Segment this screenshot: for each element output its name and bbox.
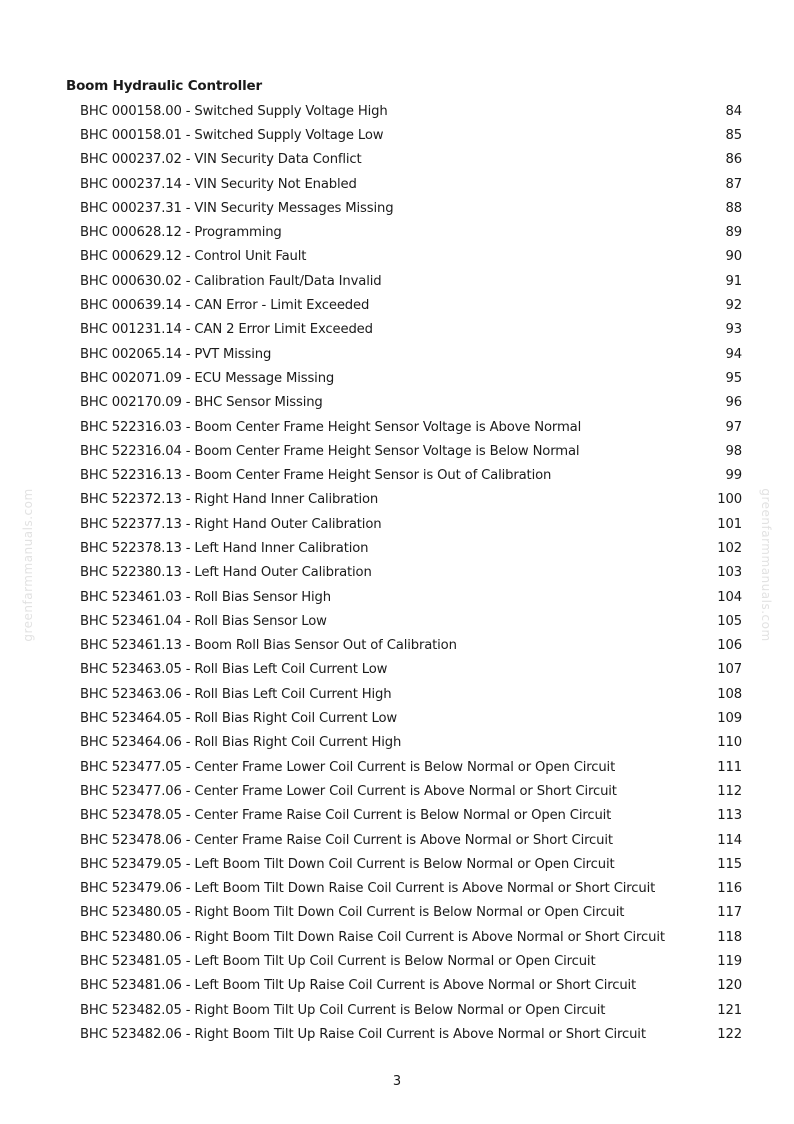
toc-entry-page: 95 bbox=[725, 370, 742, 386]
toc-entry-title: BHC 522372.13 - Right Hand Inner Calibration bbox=[80, 492, 379, 508]
toc-entry[interactable] bbox=[80, 828, 742, 852]
toc-entry-title: BHC 002170.09 - BHC Sensor Missing bbox=[80, 395, 323, 411]
watermark-right: greenfarmmanuals.com bbox=[759, 488, 773, 642]
toc-entry[interactable] bbox=[80, 196, 742, 220]
toc-entry[interactable] bbox=[80, 269, 742, 293]
toc-entry-title: BHC 000158.00 - Switched Supply Voltage High bbox=[80, 103, 388, 119]
toc-entry-page: 120 bbox=[717, 978, 742, 994]
toc-entry-page: 117 bbox=[717, 905, 742, 921]
toc-entry-page: 101 bbox=[717, 516, 742, 532]
toc-entry-page: 99 bbox=[725, 468, 742, 484]
toc-entry-title: BHC 523463.05 - Roll Bias Left Coil Current Low bbox=[80, 662, 388, 678]
toc-entry[interactable] bbox=[80, 949, 742, 973]
toc-entry[interactable] bbox=[80, 779, 742, 803]
toc-entry[interactable] bbox=[80, 706, 742, 730]
toc-entry-page: 87 bbox=[725, 176, 742, 192]
toc-entry[interactable] bbox=[80, 998, 742, 1022]
toc-entry[interactable] bbox=[80, 561, 742, 585]
toc-entry-page: 112 bbox=[717, 783, 742, 799]
toc-entry[interactable] bbox=[80, 172, 742, 196]
toc-entry-title: BHC 523464.05 - Roll Bias Right Coil Current Low bbox=[80, 711, 398, 727]
toc-entry[interactable] bbox=[80, 439, 742, 463]
toc-entry-title: BHC 523480.05 - Right Boom Tilt Down Coil Current is Below Normal or Open Circuit bbox=[80, 905, 625, 921]
toc-entry[interactable] bbox=[80, 852, 742, 876]
toc-entry-page: 94 bbox=[725, 346, 742, 362]
toc-entry-title: BHC 523461.03 - Roll Bias Sensor High bbox=[80, 589, 331, 605]
toc-entry-page: 104 bbox=[717, 589, 742, 605]
toc-entry[interactable] bbox=[80, 99, 742, 123]
toc-entry[interactable] bbox=[80, 342, 742, 366]
toc-entry-page: 85 bbox=[725, 127, 742, 143]
toc-entry-title: BHC 523482.06 - Right Boom Tilt Up Raise Coil Current is Above Normal or Short Circuit bbox=[80, 1026, 646, 1042]
toc-entry-title: BHC 523464.06 - Roll Bias Right Coil Current High bbox=[80, 735, 402, 751]
section-title: Boom Hydraulic Controller bbox=[66, 78, 262, 94]
toc-entry-page: 116 bbox=[717, 881, 742, 897]
toc-entry[interactable] bbox=[80, 1022, 742, 1046]
toc-entry[interactable] bbox=[80, 804, 742, 828]
toc-entry[interactable] bbox=[80, 755, 742, 779]
toc-entry-title: BHC 523461.13 - Boom Roll Bias Sensor Out of Calibration bbox=[80, 638, 457, 654]
toc-entry-page: 118 bbox=[717, 929, 742, 945]
toc-entry[interactable] bbox=[80, 318, 742, 342]
toc-entry[interactable] bbox=[80, 220, 742, 244]
toc-entry-page: 89 bbox=[725, 225, 742, 241]
toc-entry-page: 105 bbox=[717, 613, 742, 629]
toc-entry[interactable] bbox=[80, 925, 742, 949]
toc-entry[interactable] bbox=[80, 585, 742, 609]
toc-entry[interactable] bbox=[80, 634, 742, 658]
toc-entry-title: BHC 000639.14 - CAN Error - Limit Exceeded bbox=[80, 298, 370, 314]
toc-entry-title: BHC 522377.13 - Right Hand Outer Calibration bbox=[80, 516, 382, 532]
toc-entry-page: 107 bbox=[717, 662, 742, 678]
toc-entry-page: 93 bbox=[725, 322, 742, 338]
toc-entry-page: 102 bbox=[717, 540, 742, 556]
toc-entry[interactable] bbox=[80, 245, 742, 269]
toc-entry[interactable] bbox=[80, 366, 742, 390]
toc-entry-title: BHC 523477.05 - Center Frame Lower Coil Current is Below Normal or Open Circuit bbox=[80, 759, 616, 775]
toc-entry[interactable] bbox=[80, 974, 742, 998]
toc-entry[interactable] bbox=[80, 658, 742, 682]
toc-entry-title: BHC 522378.13 - Left Hand Inner Calibration bbox=[80, 540, 369, 556]
toc-entry-title: BHC 523478.05 - Center Frame Raise Coil Current is Below Normal or Open Circuit bbox=[80, 808, 612, 824]
toc-entry-page: 106 bbox=[717, 638, 742, 654]
toc-entry-title: BHC 000628.12 - Programming bbox=[80, 225, 282, 241]
watermark-left: greenfarmmanuals.com bbox=[21, 488, 35, 642]
toc-entry-page: 92 bbox=[725, 298, 742, 314]
toc-entry-page: 100 bbox=[717, 492, 742, 508]
toc-entry[interactable] bbox=[80, 682, 742, 706]
toc-entry-title: BHC 000629.12 - Control Unit Fault bbox=[80, 249, 307, 265]
toc-entry-title: BHC 522380.13 - Left Hand Outer Calibration bbox=[80, 565, 372, 581]
toc-entry-title: BHC 001231.14 - CAN 2 Error Limit Exceeded bbox=[80, 322, 373, 338]
toc-entry[interactable] bbox=[80, 512, 742, 536]
toc-entry[interactable] bbox=[80, 463, 742, 487]
page-number: 3 bbox=[392, 1074, 402, 1089]
toc-entry-page: 121 bbox=[717, 1002, 742, 1018]
toc-entry-page: 103 bbox=[717, 565, 742, 581]
toc-entry-page: 96 bbox=[725, 395, 742, 411]
toc-entry-page: 115 bbox=[717, 856, 742, 872]
toc-entry[interactable] bbox=[80, 488, 742, 512]
toc-entry-page: 86 bbox=[725, 152, 742, 168]
toc-entry-page: 113 bbox=[717, 808, 742, 824]
toc-entry-page: 111 bbox=[717, 759, 742, 775]
toc-entry-title: BHC 523479.06 - Left Boom Tilt Down Raise Coil Current is Above Normal or Short Circuit bbox=[80, 881, 656, 897]
toc-entry[interactable] bbox=[80, 415, 742, 439]
toc-entry[interactable] bbox=[80, 123, 742, 147]
toc-entry-title: BHC 000158.01 - Switched Supply Voltage Low bbox=[80, 127, 384, 143]
toc-entry[interactable] bbox=[80, 731, 742, 755]
toc-entry-title: BHC 000237.14 - VIN Security Not Enabled bbox=[80, 176, 357, 192]
toc-entry[interactable] bbox=[80, 536, 742, 560]
toc-entry-page: 97 bbox=[725, 419, 742, 435]
toc-entry-title: BHC 523481.06 - Left Boom Tilt Up Raise Coil Current is Above Normal or Short Circuit bbox=[80, 978, 637, 994]
toc-entry-title: BHC 522316.04 - Boom Center Frame Height Sensor Voltage is Below Normal bbox=[80, 443, 580, 459]
toc-entry-page: 98 bbox=[725, 443, 742, 459]
toc-entry-page: 114 bbox=[717, 832, 742, 848]
toc-list bbox=[80, 99, 742, 1047]
toc-entry-title: BHC 522316.03 - Boom Center Frame Height Sensor Voltage is Above Normal bbox=[80, 419, 582, 435]
toc-entry-page: 90 bbox=[725, 249, 742, 265]
toc-entry-title: BHC 000237.31 - VIN Security Messages Missing bbox=[80, 200, 394, 216]
toc-entry-page: 84 bbox=[725, 103, 742, 119]
toc-entry-title: BHC 523480.06 - Right Boom Tilt Down Raise Coil Current is Above Normal or Short Circuit bbox=[80, 929, 665, 945]
toc-entry[interactable] bbox=[80, 391, 742, 415]
toc-entry-title: BHC 523479.05 - Left Boom Tilt Down Coil Current is Below Normal or Open Circuit bbox=[80, 856, 615, 872]
toc-entry-page: 88 bbox=[725, 200, 742, 216]
toc-entry-title: BHC 523478.06 - Center Frame Raise Coil Current is Above Normal or Short Circuit bbox=[80, 832, 613, 848]
toc-entry[interactable] bbox=[80, 609, 742, 633]
toc-entry-page: 122 bbox=[717, 1026, 742, 1042]
toc-entry-title: BHC 002071.09 - ECU Message Missing bbox=[80, 370, 335, 386]
toc-entry-title: BHC 000630.02 - Calibration Fault/Data Invalid bbox=[80, 273, 382, 289]
toc-entry-page: 91 bbox=[725, 273, 742, 289]
toc-entry-title: BHC 523482.05 - Right Boom Tilt Up Coil Current is Below Normal or Open Circuit bbox=[80, 1002, 606, 1018]
toc-entry-page: 109 bbox=[717, 711, 742, 727]
toc-entry[interactable] bbox=[80, 293, 742, 317]
toc-entry-title: BHC 522316.13 - Boom Center Frame Height Sensor is Out of Calibration bbox=[80, 468, 552, 484]
toc-entry-page: 108 bbox=[717, 686, 742, 702]
toc-entry[interactable] bbox=[80, 148, 742, 172]
toc-entry-page: 110 bbox=[717, 735, 742, 751]
toc-entry-page: 119 bbox=[717, 954, 742, 970]
toc-entry-title: BHC 523481.05 - Left Boom Tilt Up Coil Current is Below Normal or Open Circuit bbox=[80, 954, 596, 970]
toc-entry-title: BHC 523477.06 - Center Frame Lower Coil Current is Above Normal or Short Circuit bbox=[80, 783, 617, 799]
toc-entry-title: BHC 002065.14 - PVT Missing bbox=[80, 346, 272, 362]
toc-entry[interactable] bbox=[80, 877, 742, 901]
toc-entry-title: BHC 523463.06 - Roll Bias Left Coil Current High bbox=[80, 686, 392, 702]
toc-entry[interactable] bbox=[80, 901, 742, 925]
toc-entry-title: BHC 000237.02 - VIN Security Data Conflict bbox=[80, 152, 362, 168]
toc-entry-title: BHC 523461.04 - Roll Bias Sensor Low bbox=[80, 613, 327, 629]
